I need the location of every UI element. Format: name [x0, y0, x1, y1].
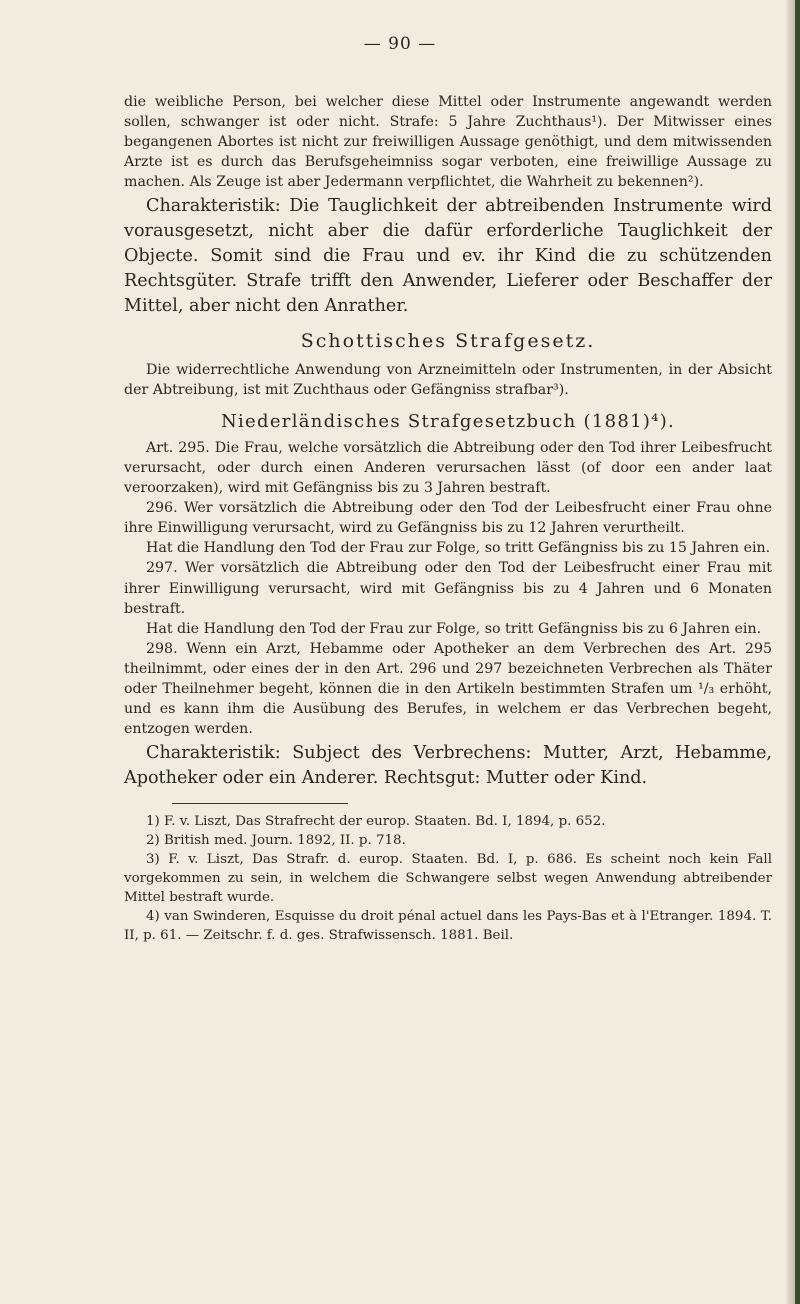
paragraph-art-296-folge: Hat die Handlung den Tod der Frau zur Folge, so tritt Gefängniss bis zu 15 Jahren ein.: [146, 540, 771, 557]
paragraph-art-297: 297. Wer vorsätzlich die Abtreibung oder den Tod der Leibesfrucht einer Frau mit ihrer Einwilligung verursacht, wird mit Gefängniss bis zu 4 Jahren und 6 Monaten bestraft.: [124, 560, 772, 617]
footnote-rule: [172, 803, 348, 804]
paragraph-schottisch: Die widerrechtliche Anwendung von Arzneimitteln oder Instrumenten, in der Absicht der Abtreibung, ist mit Zuchthaus oder Gefängniss strafbar³).: [124, 361, 772, 398]
page-number: — 90 —: [363, 34, 437, 54]
footnote-3: 3) F. v. Liszt, Das Strafr. d. europ. Staaten. Bd. I, p. 686. Es scheint noch kein Fall vorgekommen zu sein, in welchem die Schwangere selbst wegen Anwendung abtreibender Mittel bestraft wurde.: [124, 852, 772, 906]
page-edge-binding: [795, 0, 800, 1304]
footnote-2: 2) British med. Journ. 1892, II. p. 718.: [146, 833, 406, 849]
footnotes: [124, 812, 772, 945]
footnote-1: 1) F. v. Liszt, Das Strafrecht der europ. Staaten. Bd. I, 1894, p. 652.: [146, 814, 606, 830]
paragraph-continuation: die weibliche Person, bei welcher diese Mittel oder Instrumente angewandt werden sollen, schwanger ist oder nicht. Strafe: 5 Jahre Zuchthaus¹). Der Mitwisser eines begangenen Abortes ist nicht zur freiwilligen Aussage genöthigt, und dem mitwissenden Arzte ist es durch das Berufsgeheimniss sogar verboten, eine freiwillige Aussage zu machen. Als Zeuge ist aber Jedermann verpflichtet, die Wahrheit zu bekennen²).: [124, 94, 772, 191]
heading-niederlaendisches-strafgesetzbuch: Niederländisches Strafgesetzbuch (1881)⁴).: [220, 410, 676, 432]
paragraph-art-297-folge: Hat die Handlung den Tod der Frau zur Folge, so tritt Gefängniss bis zu 6 Jahren ein.: [146, 620, 762, 637]
footnote-4: 4) van Swinderen, Esquisse du droit pénal actuel dans les Pays-Bas et à l'Etranger. 1894. T. II, p. 61. — Zeitschr. f. d. ges. Strafwissensch. 1881. Beil.: [124, 909, 772, 944]
paragraph-art-296: 296. Wer vorsätzlich die Abtreibung oder den Tod der Leibesfrucht einer Frau ohne ihre Einwilligung verursacht, wird zu Gefängniss bis zu 12 Jahren verurtheilt.: [124, 500, 772, 537]
paragraph-charakteristik-1: Charakteristik: Die Tauglichkeit der abtreibenden Instrumente wird vorausgesetzt, nicht aber die dafür erforderliche Tauglichkeit der Objecte. Somit sind die Frau und ev. ihr Kind die zu schützenden Rechtsgüter. Strafe trifft den Anwender, Lieferer oder Beschaffer der Mittel, aber nicht den Anrather.: [124, 196, 772, 317]
main-text: [124, 92, 772, 945]
paragraph-art-295: Art. 295. Die Frau, welche vorsätzlich die Abtreibung oder den Tod ihrer Leibesfrucht verursacht, oder durch einen Anderen verursachen lässt (of door een ander laat veroorzaken), wird mit Gefängniss bis zu 3 Jahren bestraft.: [124, 439, 772, 497]
paragraph-charakteristik-2: Charakteristik: Subject des Verbrechens: Mutter, Arzt, Hebamme, Apotheker oder ein Anderer. Rechtsgut: Mutter oder Kind.: [124, 743, 772, 789]
heading-schottisches-strafgesetz: Schottisches Strafgesetz.: [300, 330, 596, 353]
paragraph-art-298: 298. Wenn ein Arzt, Hebamme oder Apotheker an dem Verbrechen des Art. 295 theilnimmt, oder eines der in den Art. 296 und 297 bezeichneten Verbrechen als Thäter oder Theilnehmer begeht, können die in den Artikeln bestimmten Strafen um ¹/₃ erhöht, und es kann ihm die Ausübung des Berufes, in welchem er das Verbrechen begeht, entzogen werden.: [124, 640, 772, 738]
